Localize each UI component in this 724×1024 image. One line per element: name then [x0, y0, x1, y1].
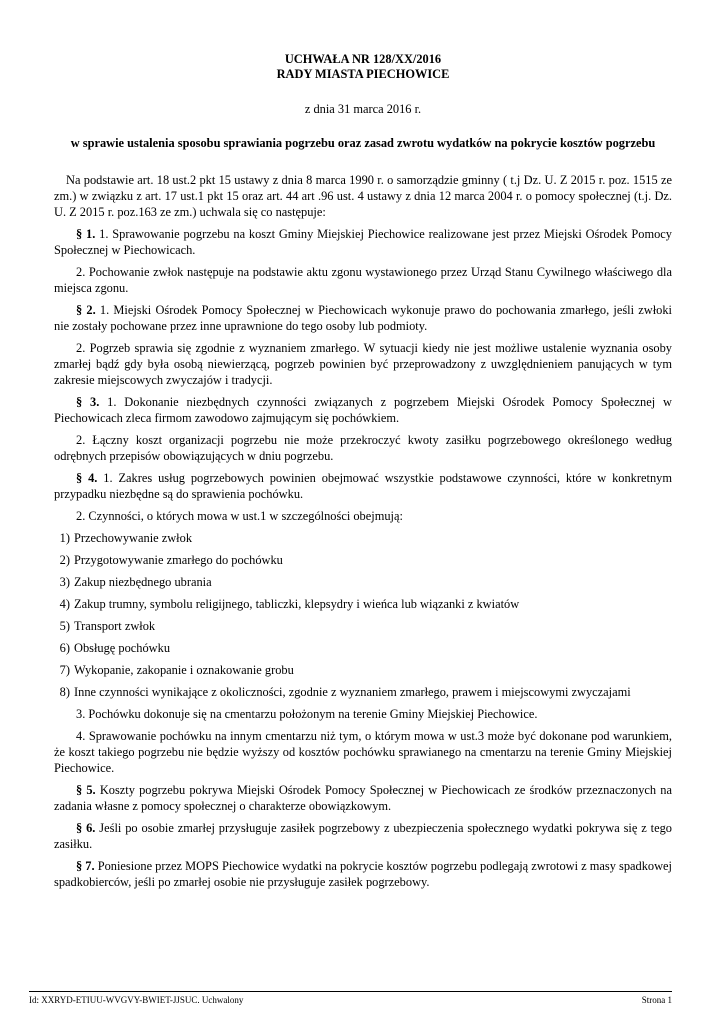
section-text: Jeśli po osobie zmarłej przysługuje zasiłek pogrzebowy z ubezpieczenia społecznego wydatki pokrywa się z tego zasiłku.	[54, 821, 672, 851]
list-item	[54, 530, 672, 546]
list-item	[54, 596, 672, 612]
list-item-text: Zakup niezbędnego ubrania	[74, 575, 212, 589]
section-text: 1. Dokonanie niezbędnych czynności związanych z pogrzebem Miejski Ośrodek Pomocy Społecznej w Piechowicach zleca firmom zawodowo zajmującym się pochówkiem.	[54, 395, 672, 425]
page-number: Strona 1	[641, 995, 672, 1005]
document-page	[54, 0, 672, 896]
section-mark: § 3.	[76, 395, 100, 409]
section-mark: § 4.	[76, 471, 98, 485]
list-item	[54, 618, 672, 634]
section-mark: § 1.	[76, 227, 96, 241]
section-5	[54, 782, 672, 814]
list-item-text: Zakup trumny, symbolu religijnego, tabliczki, klepsydry i wieńca lub wiązanki z kwiatów	[74, 597, 520, 611]
preamble: Na podstawie art. 18 ust.2 pkt 15 ustawy z dnia 8 marca 1990 r. o samorządzie gminny ( t.j Dz. U. Z 2015 r. poz. 1515 ze zm.) w związku z art. 17 ust.1 pkt 15 oraz art. 44 art .96 ust. 4 ustawy z dnia 12 marca 2004 r. o pomocy społecznej (t.j. Dz. U. Z 2015 r. poz.163 ze zm.) uchwala się co następuje:	[54, 173, 672, 219]
list-item-number: 8)	[59, 685, 70, 699]
document-id: Id: XXRYD-ETIUU-WVGVY-BWIET-JJSUC. Uchwalony	[29, 995, 244, 1005]
section-3-para-2: 2. Łączny koszt organizacji pogrzebu nie może przekroczyć kwoty zasiłku pogrzebowego określonego według odrębnych przepisów obowiązujących w dniu pogrzebu.	[54, 433, 672, 463]
section-text: 1. Miejski Ośrodek Pomocy Społecznej w Piechowicach wykonuje prawo do pochowania zmarłego, jeśli zwłoki nie zostały pochowane przez inne uprawnione do tego osoby lub podmioty.	[54, 303, 672, 333]
section-4-para-1	[54, 470, 672, 502]
section-mark: § 7.	[76, 859, 95, 873]
section-text: Poniesione przez MOPS Piechowice wydatki na pokrycie kosztów pogrzebu podlegają zwrotowi z masy spadkowej spadkobierców, jeśli po zmarłej osobie nie przysługuje zasiłek pogrzebowy.	[54, 859, 673, 889]
list-item-text: Przygotowywanie zmarłego do pochówku	[74, 553, 283, 567]
list-item-number: 2)	[59, 553, 70, 567]
list-item-text: Wykopanie, zakopanie i oznakowanie grobu	[74, 663, 294, 677]
document-body	[54, 172, 672, 890]
section-7	[54, 858, 672, 890]
section-3-para-1	[54, 394, 672, 426]
page-footer	[29, 995, 672, 1005]
section-text: 1. Zakres usług pogrzebowych powinien obejmować wszystkie podstawowe czynności, które w konkretnym przypadku niezbędne są do sprawienia pochówku.	[54, 471, 672, 501]
resolution-number: UCHWAŁA NR 128/XX/2016	[284, 52, 442, 66]
list-item-text: Przechowywanie zwłok	[74, 531, 193, 545]
section-text: Koszty pogrzebu pokrywa Miejski Ośrodek Pomocy Społecznej w Piechowicach ze środków przeznaczonych na zadania własne z pomocy społecznej o charakterze obowiązkowym.	[54, 783, 672, 813]
list-item-number: 4)	[59, 597, 70, 611]
resolution-subject: w sprawie ustalenia sposobu sprawiania pogrzebu oraz zasad zwrotu wydatków na pokrycie kosztów pogrzebu	[70, 136, 656, 150]
activities-list	[54, 530, 672, 700]
section-2-para-2: 2. Pogrzeb sprawia się zgodnie z wyznaniem zmarłego. W sytuacji kiedy nie jest możliwe ustalenie wyznania osoby zmarłej bądź gdy była osobą niewierzącą, pogrzeb powinien być przeprowadzony z uwzględnieniem panujących w tym zakresie miejscowych zwyczajów i tradycji.	[54, 341, 672, 387]
section-1-para-2: 2. Pochowanie zwłok następuje na podstawie aktu zgonu wystawionego przez Urząd Stanu Cywilnego właściwego dla miejsca zgonu.	[54, 265, 672, 295]
list-item-text: Obsługę pochówku	[74, 641, 171, 655]
section-mark: § 6.	[76, 821, 96, 835]
list-item-number: 7)	[59, 663, 70, 677]
section-6	[54, 820, 672, 852]
section-1-para-1	[54, 226, 672, 258]
list-item	[54, 684, 672, 700]
footer-divider	[29, 991, 672, 992]
list-item-text: Inne czynności wynikające z okoliczności, zgodnie z wyznaniem zmarłego, prawem i miejscowymi zwyczajami	[74, 685, 631, 699]
section-4-para-4: 4. Sprawowanie pochówku na innym cmentarzu niż tym, o którym mowa w ust.3 może być dokonane pod warunkiem, że koszt takiego pogrzebu nie będzie wyższy od kosztów pochówku sprawianego na cmentarzu na terenie Gminy Miejskiej Piechowice.	[54, 729, 672, 775]
section-4-para-2: 2. Czynności, o których mowa w ust.1 w szczególności obejmują:	[76, 509, 403, 523]
section-2-para-1	[54, 302, 672, 334]
resolution-date: z dnia 31 marca 2016 r.	[304, 102, 422, 116]
list-item	[54, 640, 672, 656]
list-item	[54, 552, 672, 568]
section-mark: § 2.	[76, 303, 96, 317]
section-mark: § 5.	[76, 783, 96, 797]
list-item-text: Transport zwłok	[74, 619, 156, 633]
list-item	[54, 574, 672, 590]
list-item-number: 1)	[59, 531, 70, 545]
list-item-number: 6)	[59, 641, 70, 655]
list-item-number: 3)	[59, 575, 70, 589]
list-item	[54, 662, 672, 678]
section-text: 1. Sprawowanie pogrzebu na koszt Gminy Miejskiej Piechowice realizowane jest przez Miejski Ośrodek Pomocy Społecznej w Piechowicach.	[54, 227, 672, 257]
council-name: RADY MIASTA PIECHOWICE	[276, 67, 450, 81]
list-item-number: 5)	[59, 619, 70, 633]
section-4-para-3: 3. Pochówku dokonuje się na cmentarzu położonym na terenie Gminy Miejskiej Piechowice.	[76, 707, 538, 721]
